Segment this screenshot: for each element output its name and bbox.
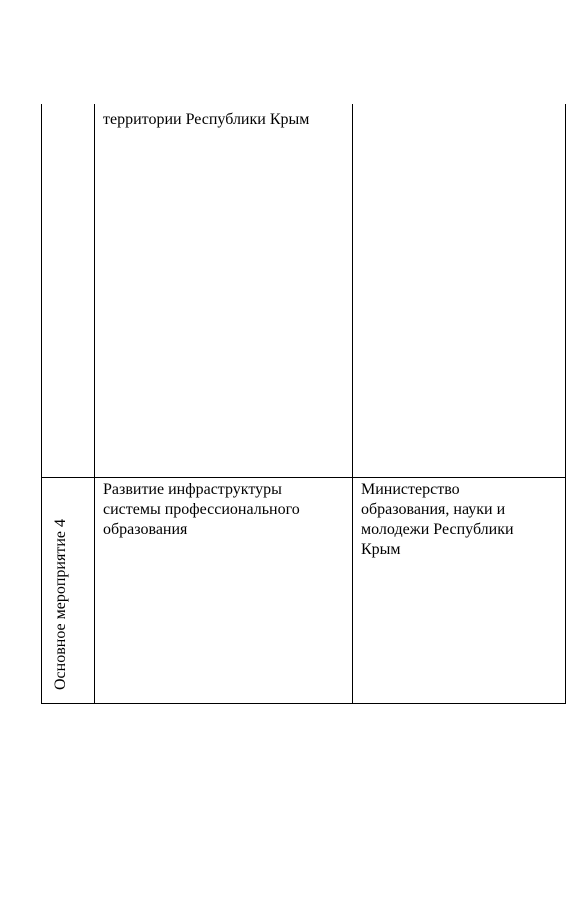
table-row-divider (41, 477, 566, 478)
row2-label-cell (41, 478, 94, 704)
row2-description: Развитие инфраструктуры системы профессионального образования (103, 481, 300, 538)
row2-label: Основное мероприятие 4 (52, 519, 69, 690)
activities-table (41, 104, 566, 704)
table-divider-col1 (94, 104, 95, 704)
row1-description: территории Республики Крым (103, 111, 310, 128)
row2-responsible: Министерство образования, науки и молодежи Республики Крым (361, 481, 514, 558)
table-border-bottom (41, 703, 566, 704)
table-divider-col2 (352, 104, 353, 704)
